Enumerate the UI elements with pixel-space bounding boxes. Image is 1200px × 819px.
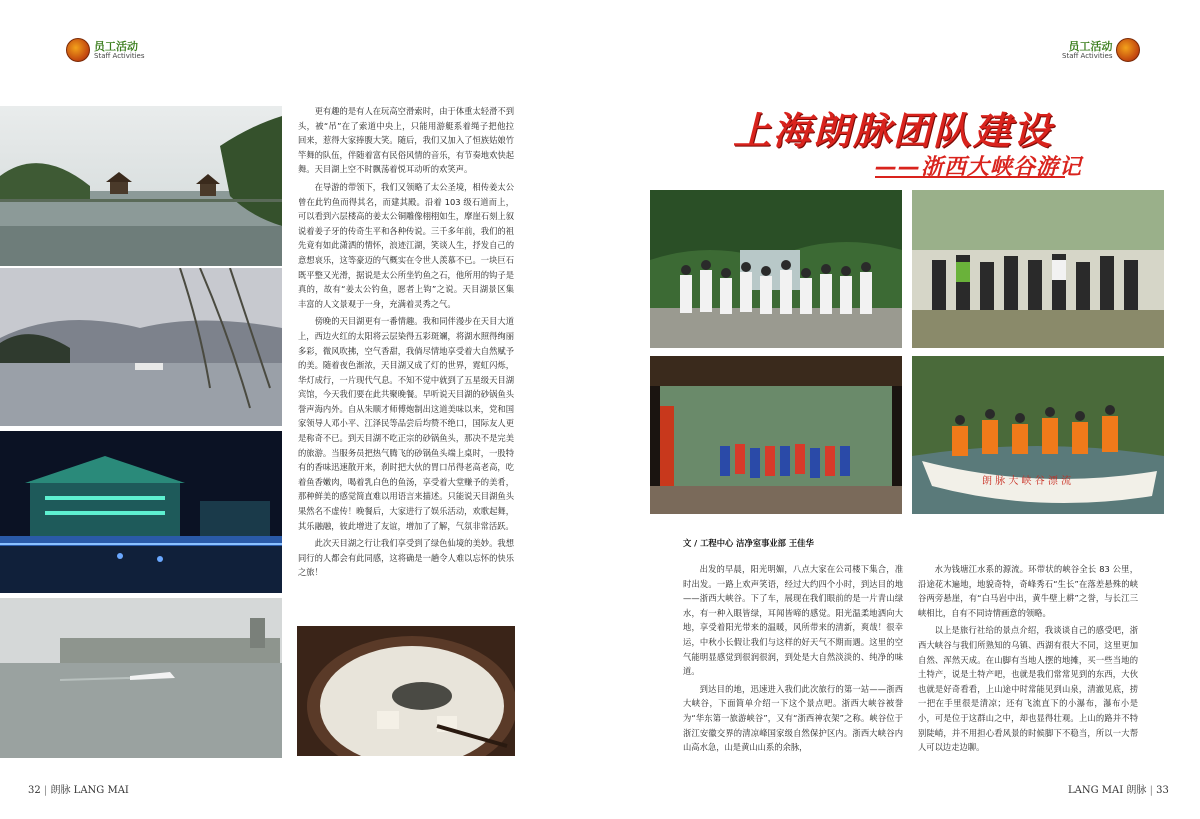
raft-banner-text: 朗 脉 大 峡 谷 漂 流: [982, 476, 1072, 487]
paragraph: 在导游的带领下，我们又领略了太公圣境，相传姜太公曾在此钓鱼而得其名，而建其殿。沿着 103 级石道而上，可以看到六层楼高的姜太公铜雕像栩栩如生，摩崖石刻上叙说着姜子牙的传奇生平和各种传说。三千多年前，我们的祖先竟有如此潇洒的情怀，浪迹江湖，笑谈人生，抒发自己的意想哀乐，这等豪迈的气概实在令世人羡慕不已。一块巨石既平整又光滑，据说是太公所坐钓鱼之石，他所用的钩子是真的，故有“姜太公钓鱼，愿者上钩”之说。天目湖景区集丰富的人文景观于一身，充满着灵秀之气。: [298, 181, 514, 309]
header-badge-right: [1062, 38, 1140, 62]
footer-left: 32 | 朗脉 LANG MAI: [28, 785, 129, 796]
article-right-column-2: [918, 562, 1138, 760]
article-right-column-1: [683, 562, 903, 760]
page-number: 32: [28, 785, 41, 796]
section-label-en: Staff Activities: [1062, 51, 1113, 60]
paragraph: 更有趣的是有人在玩高空滑索时，由于体重太轻滑不到头，被“吊”在了索道中央上，只能用游艇系着绳子把他拉回来，惹得大家捧腹大笑。随后，我们又加入了恒族姑娘竹竿舞的队伍，伴随着富有民俗风情的音乐，有节奏地欢快起舞。天目湖上空不时飘荡着悦耳动听的欢笑声。: [298, 106, 514, 175]
article-byline: 文 / 工程中心 洁净室事业部 王佳华: [683, 538, 814, 548]
header-badge-left: [66, 38, 144, 62]
section-label-cn: 员工活动: [1068, 39, 1113, 53]
article-subtitle: ——浙西大峡谷游记: [875, 155, 1083, 180]
paragraph: 出发的早晨，阳光明媚，八点大家在公司楼下集合，准时出发。一路上欢声笑语，经过大约四个小时，到达目的地——浙西大峡谷。下了车，展现在我们眼前的是一片青山绿水，有一种入眼皆绿，耳闻皆啼的感觉。阳光温柔地洒向大地，享受着阳光带来的温暖，风所带来的清新，爽哉！很幸运，中秋小长假让我们与这样的好天气不期而遇。这里的空气能明显感觉到很润很润，到处是大自然淡淡的、纯净的味道。: [683, 564, 903, 677]
photo-night-hotel: [0, 431, 282, 593]
article-left-column: [298, 104, 514, 624]
article-title: 上海朗脉团队建设: [733, 109, 1054, 153]
photo-lake-hills: [0, 268, 282, 426]
section-label-cn: 员工活动: [94, 39, 138, 53]
brand-cn: 朗脉: [50, 785, 71, 796]
section-label-en: Staff Activities: [94, 51, 145, 60]
paragraph: 此次天目湖之行让我们享受到了绿色仙境的美妙。我想同行的人都会有此同感，这将确是一趟令人难以忘怀的快乐之旅！: [298, 538, 514, 578]
photo-lake-boat: [0, 598, 282, 758]
photo-fish-head-soup: [297, 626, 515, 756]
paragraph: 到达目的地，迅速进入我们此次旅行的第一站——浙西大峡谷，下面简单介绍一下这个景点吧。浙西大峡谷被誉为“华东第一旅游峡谷”，又有“浙西神农架”之称。峡谷位于浙江安徽交界的清凉峰国家级自然保护区内。浙西大峡谷内山高水急，山是黄山山系的余脉，: [683, 683, 903, 753]
company-logo-icon: [66, 38, 90, 62]
footer-right: LANG MAI 朗脉 | 33: [1068, 785, 1169, 796]
page-number: 33: [1156, 785, 1169, 796]
photo-folk-dance: [650, 356, 902, 514]
brand-en: LANG MAI: [73, 785, 129, 796]
photo-lake-pavilions: [0, 106, 282, 266]
paragraph: 水为钱塘江水系的源流。环带状的峡谷全长 83 公里，沿途花木遍地，地貌奇特，奇峰秀石“生长”在落差悬殊的峡谷两旁悬崖，有“白马岩中出，黄牛壁上耕”之誉，与长江三峡相比，自有不同诗情画意的领略。: [918, 564, 1138, 618]
photo-group-2: [912, 190, 1164, 348]
paragraph: 傍晚的天目湖更有一番情趣。我和同伴漫步在天目大道上，西边火红的太阳将云层染得五彩斑斓，将湖水照得绚丽多彩，微风吹拂，空气香甜，我倘尽情地享受着大自然赋予的美。随着夜色渐浓，天目湖又成了灯的世界，霓虹闪烁，华灯成行，一片现代气息。不知不觉中就到了五星级天目湖宾馆，今天我们要在此共聚晚餐。早听说天目湖的砂锅鱼头誉声海内外。自从朱顺才师傅炮制出这道美味以来，党和国家领导人邓小平、江泽民等品尝后均赞不绝口，国际友人更是称奇不已。到天目湖不吃正宗的砂锅鱼头，那决不是完美的旅游。当服务员把热气腾飞的砂锅鱼头端上桌时，一股特有的香味迅速散开来，刹时把大伙的胃口吊得老高老高，吃着鱼香嫩肉，喝着乳白色的鱼汤，享受着大堂赚予的美肴，那种鲜美的感觉简直难以用语言来描述。只能说天目湖鱼头果然名不虚传！晚餐后，大家进行了娱乐活动，欢歌起舞，其乐融融，彼此增进了友谊，增加了了解，气氛非常活跃。: [298, 316, 514, 531]
photo-rafting: [912, 356, 1164, 514]
brand-cn: 朗脉: [1126, 785, 1147, 796]
photo-group-1: [650, 190, 902, 348]
paragraph: 以上是旅行社给的景点介绍，我谈谈自己的感受吧，浙西大峡谷与我们所熟知的乌镇、西湖有很大不同，这里更加自然、浑然天成。在山脚有当地人摆的地摊，买一些当地的土特产，说是土特产吧，也就是我们常常见到的东西，大伙也就是好奇看看，上山途中时常能见到山泉，清澈见底，捞一把在手里很是清凉；还有飞流直下的小瀑布，瀑布小是小，可是位于这群山之中，却也显得壮观。上山的路并不特别陡峭，并不用担心看风景的时候脚下不稳当，所以一大帮人可以边走边聊。: [918, 625, 1138, 753]
company-logo-icon: [1116, 38, 1140, 62]
brand-en: LANG MAI: [1068, 785, 1124, 796]
